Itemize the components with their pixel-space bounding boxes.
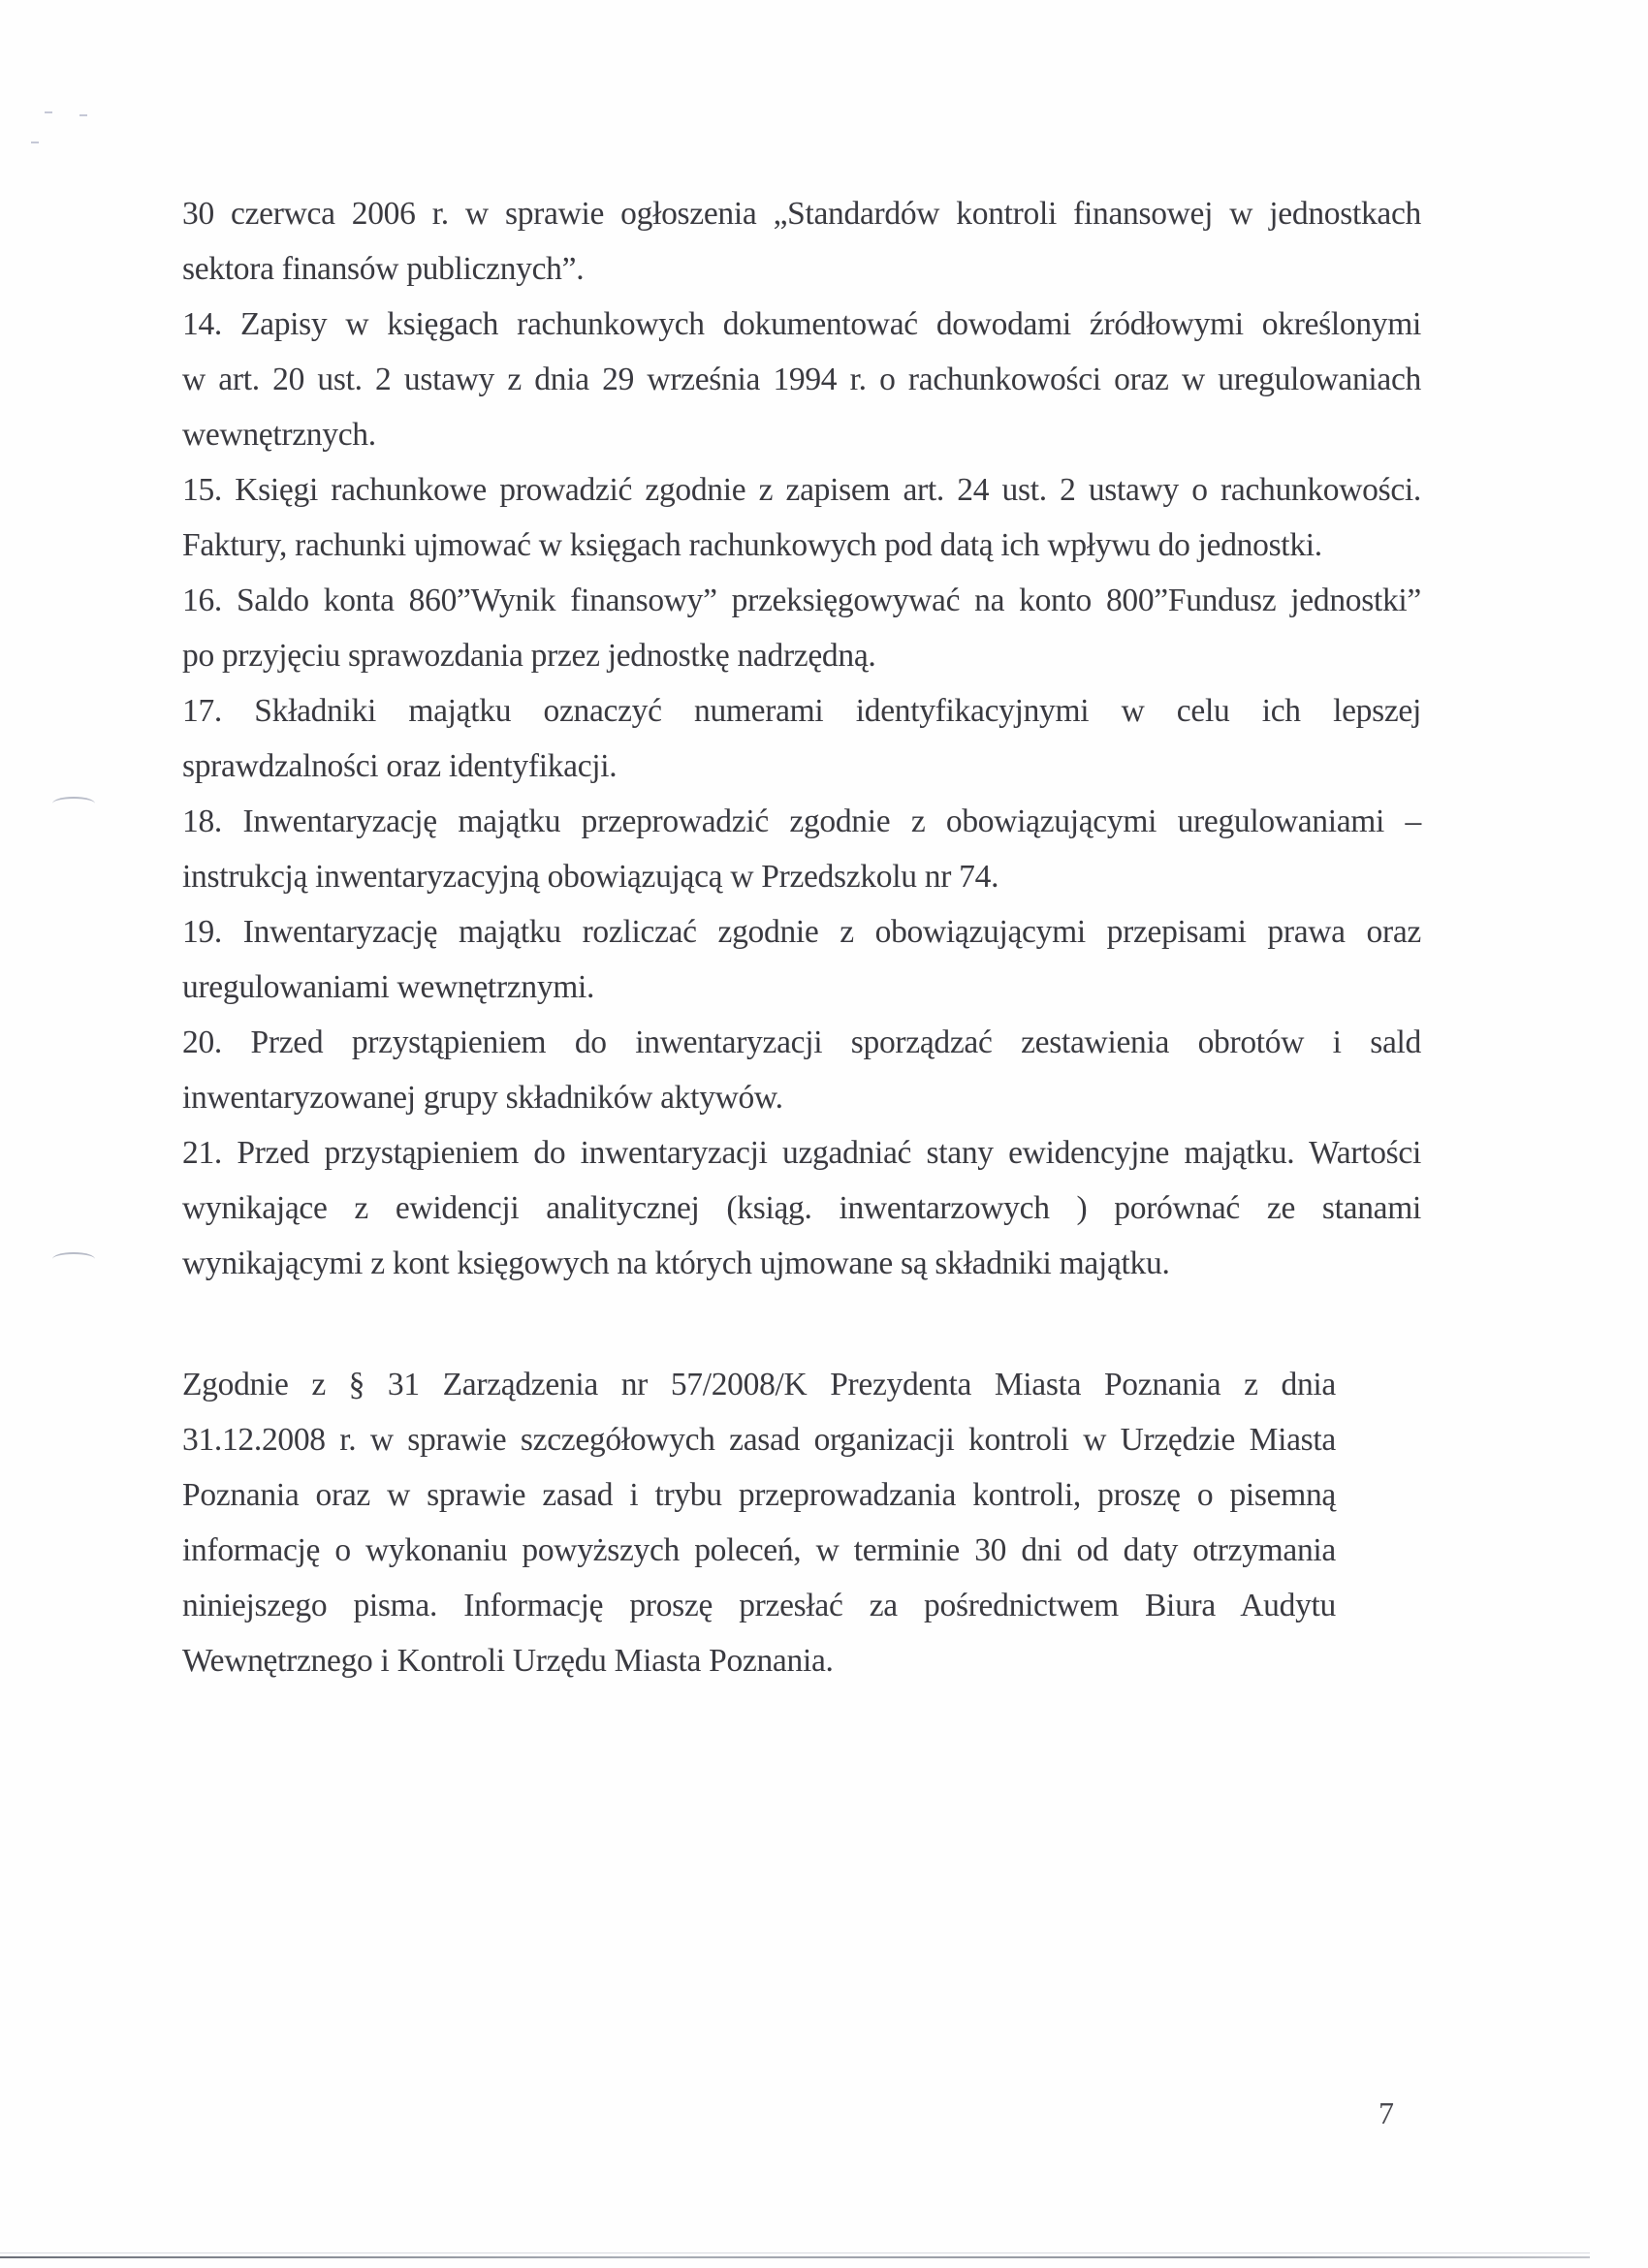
text-line: 20. Przed przystąpieniem do inwentaryzacji sporządzać zestawienia obrotów i sald <box>182 1024 1421 1060</box>
text-line: sprawdzalności oraz identyfikacji. <box>182 748 618 784</box>
punch-hole-mark <box>52 797 95 810</box>
punch-hole-mark <box>52 1252 95 1266</box>
text-line: wynikające z ewidencji analitycznej (ksiąg. inwentarzowych ) porównać ze stanami <box>182 1190 1421 1226</box>
text-line: w art. 20 ust. 2 ustawy z dnia 29 września 1994 r. o rachunkowości oraz w uregulowaniach <box>182 362 1421 397</box>
scan-edge-line <box>0 2252 1590 2253</box>
text-line: 30 czerwca 2006 r. w sprawie ogłoszenia „Standardów kontroli finansowej w jednostkach <box>182 196 1421 232</box>
text-line: wewnętrznych. <box>182 417 376 453</box>
text-line: 18. Inwentaryzację majątku przeprowadzić zgodnie z obowiązującymi uregulowaniami – <box>182 803 1421 839</box>
scan-speck <box>79 114 87 116</box>
text-line: uregulowaniami wewnętrznymi. <box>182 969 595 1005</box>
text-line: inwentaryzowanej grupy składników aktywów. <box>182 1080 783 1116</box>
text-line: 19. Inwentaryzację majątku rozliczać zgodnie z obowiązującymi przepisami prawa oraz <box>182 914 1421 950</box>
text-line: po przyjęciu sprawozdania przez jednostkę nadrzędną. <box>182 638 876 674</box>
text-line: 21. Przed przystąpieniem do inwentaryzacji uzgadniać stany ewidencyjne majątku. Wartości <box>182 1135 1421 1171</box>
text-line: informację o wykonaniu powyższych poleceń, w terminie 30 dni od daty otrzymania <box>182 1532 1336 1568</box>
text-line: instrukcją inwentaryzacyjną obowiązującą w Przedszkolu nr 74. <box>182 859 999 895</box>
text-line: wynikającymi z kont księgowych na których ujmowane są składniki majątku. <box>182 1245 1170 1281</box>
text-line: niniejszego pisma. Informację proszę przesłać za pośrednictwem Biura Audytu <box>182 1588 1336 1623</box>
text-line: 14. Zapisy w księgach rachunkowych dokumentować dowodami źródłowymi określonymi <box>182 306 1421 342</box>
text-line: Faktury, rachunki ujmować w księgach rachunkowych pod datą ich wpływu do jednostki. <box>182 527 1322 563</box>
page-number: 7 <box>1379 2095 1394 2130</box>
scan-speck <box>31 142 39 143</box>
text-line: Wewnętrznego i Kontroli Urzędu Miasta Poznania. <box>182 1643 834 1679</box>
text-line: 31.12.2008 r. w sprawie szczegółowych zasad organizacji kontroli w Urzędzie Miasta <box>182 1422 1336 1458</box>
text-line: sektora finansów publicznych”. <box>182 251 585 287</box>
text-line: 15. Księgi rachunkowe prowadzić zgodnie z zapisem art. 24 ust. 2 ustawy o rachunkowości. <box>182 472 1421 508</box>
closing-paragraph <box>182 1357 1336 1688</box>
instructions-list <box>182 186 1421 1291</box>
text-line: 17. Składniki majątku oznaczyć numerami identyfikacyjnymi w celu ich lepszej <box>182 693 1421 729</box>
text-line: Poznania oraz w sprawie zasad i trybu przeprowadzania kontroli, proszę o pisemną <box>182 1477 1336 1513</box>
scan-speck <box>45 111 52 113</box>
text-line: Zgodnie z § 31 Zarządzenia nr 57/2008/K Prezydenta Miasta Poznania z dnia <box>182 1367 1336 1402</box>
scan-edge-line <box>0 2256 1590 2258</box>
text-line: 16. Saldo konta 860”Wynik finansowy” przeksięgowywać na konto 800”Fundusz jednostki” <box>182 583 1421 618</box>
